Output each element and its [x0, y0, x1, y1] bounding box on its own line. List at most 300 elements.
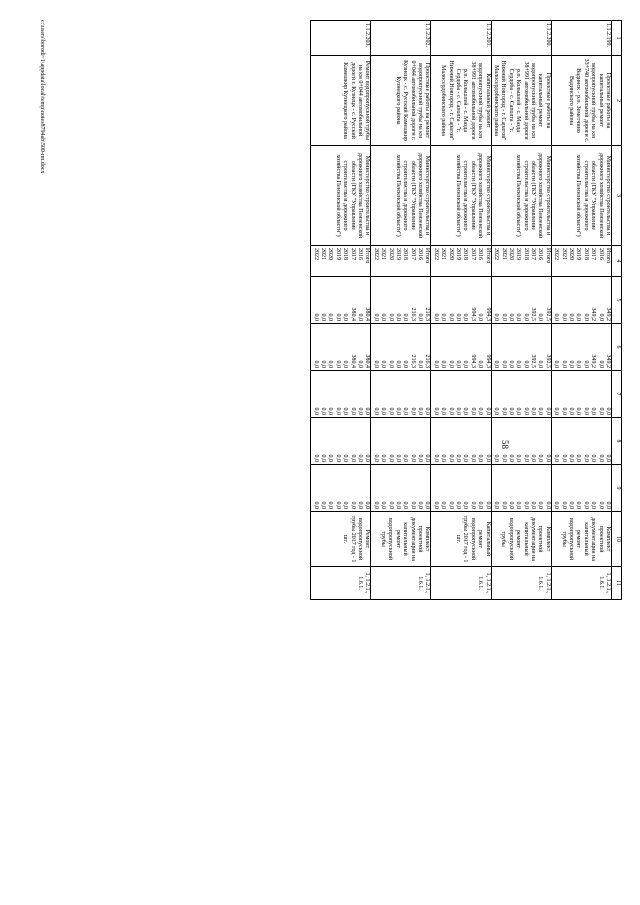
value-cell: 0,0 — [544, 501, 551, 509]
column-8 — [551, 418, 611, 465]
value-cell: 0,0 — [462, 313, 469, 321]
value-cell: 0,0 — [507, 407, 514, 415]
value-cell: 0,0 — [312, 501, 319, 509]
measure-name: Ремонт водопропускной трубы на км 0+044 автомобильной дороги г. Кузнецк - с. Русский Камешкир Кузнецкого района — [311, 56, 371, 146]
value-cell: 2016 — [477, 248, 484, 260]
column-6 — [491, 324, 551, 371]
value-cell: 0,0 — [455, 313, 462, 321]
value-cell: 0,0 — [493, 454, 500, 462]
value-cell: 0,0 — [568, 501, 575, 509]
value-cell: 2016 — [356, 248, 363, 260]
value-cell: 2016 — [417, 248, 424, 260]
value-cell: 0,0 — [349, 501, 356, 509]
value-cell: 2020 — [327, 248, 334, 260]
value-cell: 0,0 — [387, 454, 394, 462]
value-cell: 380,4 — [349, 354, 356, 368]
row-id: 1.1.2.200. — [491, 21, 551, 56]
indicator-ref: 1, 1.2.1., 1.6.1. — [431, 567, 491, 600]
value-cell: 0,0 — [364, 501, 371, 509]
value-cell: 0,0 — [380, 407, 387, 415]
value-cell: 0,0 — [500, 454, 507, 462]
value-cell: 0,0 — [356, 360, 363, 368]
value-cell: 2017 — [349, 248, 356, 260]
value-cell: 0,0 — [530, 501, 537, 509]
value-cell: 349,2 — [605, 307, 611, 321]
value-cell: 0,0 — [312, 360, 319, 368]
column-6 — [551, 324, 611, 371]
value-cell: 0,0 — [394, 360, 401, 368]
value-cell: 0,0 — [342, 454, 349, 462]
row-id: 1.1.2.199. — [551, 21, 611, 56]
value-cell: 0,0 — [447, 501, 454, 509]
value-cell: 0,0 — [334, 313, 341, 321]
value-cell: 0,0 — [560, 501, 567, 509]
value-cell: 392,5 — [544, 354, 551, 368]
value-cell: 0,0 — [605, 407, 611, 415]
value-cell: 0,0 — [500, 360, 507, 368]
value-cell: 0,0 — [380, 360, 387, 368]
column-9 — [431, 465, 491, 512]
header-cell: 4 — [612, 246, 622, 277]
value-cell: 0,0 — [372, 407, 379, 415]
value-cell: 0,0 — [402, 501, 409, 509]
value-cell: 0,0 — [402, 454, 409, 462]
value-cell: 349,2 — [605, 354, 611, 368]
value-cell: 216,3 — [409, 354, 416, 368]
value-cell: 0,0 — [522, 454, 529, 462]
executor: Министерство строительства и дорожного хозяйства Пензенской области (ГКУ "Управление строительства и дорожного хозяйства Пензенской области") — [431, 146, 491, 246]
value-cell: 2021 — [440, 248, 447, 260]
value-cell: 2022 — [493, 248, 500, 260]
expected-result: Комплект проектной документации на капитальный ремонт водопропускной трубы — [551, 512, 611, 567]
value-cell: 0,0 — [409, 501, 416, 509]
value-cell: 349,2 — [590, 354, 597, 368]
value-cell: 0,0 — [394, 454, 401, 462]
header-cell: 11 — [612, 567, 622, 600]
value-cell: 0,0 — [515, 313, 522, 321]
value-cell: 0,0 — [597, 454, 604, 462]
value-cell: 0,0 — [500, 407, 507, 415]
value-cell: 2020 — [447, 248, 454, 260]
value-cell: 0,0 — [484, 501, 491, 509]
value-cell: 2022 — [372, 248, 379, 260]
value-cell: 392,5 — [530, 307, 537, 321]
value-cell: 0,0 — [560, 454, 567, 462]
value-cell: 0,0 — [462, 501, 469, 509]
value-cell: 0,0 — [312, 454, 319, 462]
value-cell: Итого — [544, 248, 551, 264]
value-cell: 0,0 — [447, 313, 454, 321]
value-cell: 0,0 — [515, 407, 522, 415]
value-cell: 0,0 — [537, 360, 544, 368]
total-column — [491, 277, 551, 324]
value-cell: 2022 — [432, 248, 439, 260]
value-cell: 392,5 — [530, 354, 537, 368]
value-cell: 0,0 — [364, 407, 371, 415]
value-cell: 2022 — [553, 248, 560, 260]
value-cell: 0,0 — [455, 360, 462, 368]
value-cell: 2022 — [312, 248, 319, 260]
value-cell: 2020 — [568, 248, 575, 260]
value-cell: 0,0 — [553, 360, 560, 368]
header-cell: 1 — [612, 21, 622, 56]
value-cell: 0,0 — [469, 501, 476, 509]
value-cell: 0,0 — [356, 313, 363, 321]
value-cell: 0,0 — [469, 454, 476, 462]
executor: Министерство строительства и дорожного хозяйства Пензенской области (ГКУ "Управление строительства и дорожного хозяйства Пензенской области") — [311, 146, 371, 246]
header-row — [612, 21, 622, 600]
value-cell: 0,0 — [597, 407, 604, 415]
value-cell: 0,0 — [522, 501, 529, 509]
column-9 — [311, 465, 371, 512]
value-cell: 0,0 — [394, 313, 401, 321]
value-cell: 2016 — [597, 248, 604, 260]
value-cell: 0,0 — [590, 454, 597, 462]
value-cell: 380,4 — [364, 354, 371, 368]
value-cell: 0,0 — [342, 313, 349, 321]
value-cell: 0,0 — [597, 313, 604, 321]
value-cell: 0,0 — [477, 360, 484, 368]
value-cell: 0,0 — [380, 454, 387, 462]
value-cell: 0,0 — [469, 407, 476, 415]
value-cell: 2020 — [387, 248, 394, 260]
value-cell: 0,0 — [356, 454, 363, 462]
value-cell: 0,0 — [537, 454, 544, 462]
value-cell: 0,0 — [530, 407, 537, 415]
value-cell: 0,0 — [575, 501, 582, 509]
value-cell: 0,0 — [380, 313, 387, 321]
value-cell: 0,0 — [320, 454, 327, 462]
value-cell: 0,0 — [417, 454, 424, 462]
measure-name: Проектные работы на капитальный ремонт водопропускной трубы на км 38+991 автомобильной дороги р.п. Кольшлей - с. Мазда Сердоба - с. Саполга - "г. Нижний Новгород - г. Саратов" Малосердобинского района — [491, 56, 551, 146]
expected-result: Капитальный ремонт водопропускной трубы 2017 год - 1 шт. — [431, 512, 491, 567]
column-8 — [311, 418, 371, 465]
column-7 — [551, 371, 611, 418]
value-cell: 0,0 — [553, 454, 560, 462]
page-number: 58 — [500, 440, 510, 449]
value-cell: Итого — [605, 248, 611, 264]
value-cell: 2018 — [342, 248, 349, 260]
value-cell: 0,0 — [455, 501, 462, 509]
value-cell: 0,0 — [440, 360, 447, 368]
value-cell: 0,0 — [440, 454, 447, 462]
table-row — [551, 21, 611, 600]
value-cell: 0,0 — [440, 313, 447, 321]
value-cell: 0,0 — [417, 407, 424, 415]
column-6 — [371, 324, 431, 371]
column-6 — [431, 324, 491, 371]
header-cell: 10 — [612, 512, 622, 567]
table-row — [491, 21, 551, 600]
value-cell: 0,0 — [515, 454, 522, 462]
value-cell: 0,0 — [356, 407, 363, 415]
value-cell: 994,3 — [469, 307, 476, 321]
year-list — [311, 246, 371, 277]
column-7 — [491, 371, 551, 418]
column-7 — [431, 371, 491, 418]
value-cell: 0,0 — [553, 407, 560, 415]
table-row — [431, 21, 491, 600]
value-cell: 2019 — [515, 248, 522, 260]
value-cell: 0,0 — [582, 313, 589, 321]
value-cell: Итого — [484, 248, 491, 264]
value-cell: 0,0 — [417, 501, 424, 509]
value-cell: 0,0 — [553, 501, 560, 509]
column-6 — [311, 324, 371, 371]
header-cell: 2 — [612, 56, 622, 146]
value-cell: 0,0 — [387, 360, 394, 368]
value-cell: 0,0 — [380, 501, 387, 509]
value-cell: 0,0 — [327, 313, 334, 321]
year-list — [431, 246, 491, 277]
value-cell: 0,0 — [327, 501, 334, 509]
value-cell: 0,0 — [334, 360, 341, 368]
value-cell: Итого — [364, 248, 371, 264]
value-cell: 0,0 — [575, 454, 582, 462]
value-cell: 0,0 — [493, 501, 500, 509]
value-cell: 0,0 — [477, 454, 484, 462]
value-cell: 0,0 — [493, 360, 500, 368]
indicator-ref: 1, 1.2.1., 1.6.1. — [551, 567, 611, 600]
value-cell: 0,0 — [522, 360, 529, 368]
column-8 — [491, 418, 551, 465]
value-cell: 2017 — [590, 248, 597, 260]
value-cell: 0,0 — [560, 313, 567, 321]
value-cell: 0,0 — [455, 407, 462, 415]
value-cell: 0,0 — [507, 501, 514, 509]
column-9 — [491, 465, 551, 512]
value-cell: 2018 — [402, 248, 409, 260]
value-cell: 0,0 — [432, 454, 439, 462]
indicator-ref: 1, 1.2.1., 1.6.1. — [371, 567, 431, 600]
value-cell: 0,0 — [605, 501, 611, 509]
column-8 — [371, 418, 431, 465]
header-cell: 8 — [612, 418, 622, 465]
row-id: 1.1.2.202. — [371, 21, 431, 56]
value-cell: 0,0 — [590, 407, 597, 415]
value-cell: 0,0 — [417, 313, 424, 321]
program-table — [310, 20, 622, 600]
total-column — [551, 277, 611, 324]
value-cell: 2019 — [455, 248, 462, 260]
value-cell: 0,0 — [568, 454, 575, 462]
value-cell: 216,3 — [424, 307, 431, 321]
value-cell: 0,0 — [493, 407, 500, 415]
value-cell: 0,0 — [537, 313, 544, 321]
value-cell: 0,0 — [537, 501, 544, 509]
value-cell: 0,0 — [372, 454, 379, 462]
value-cell: 0,0 — [605, 454, 611, 462]
value-cell: 0,0 — [356, 501, 363, 509]
value-cell: 0,0 — [424, 407, 431, 415]
value-cell: 0,0 — [372, 501, 379, 509]
value-cell: 0,0 — [327, 454, 334, 462]
year-list — [371, 246, 431, 277]
value-cell: 0,0 — [364, 454, 371, 462]
value-cell: 2021 — [320, 248, 327, 260]
row-id: 1.1.2.201. — [431, 21, 491, 56]
value-cell: 0,0 — [334, 454, 341, 462]
value-cell: 0,0 — [432, 407, 439, 415]
value-cell: 2019 — [575, 248, 582, 260]
value-cell: 0,0 — [507, 360, 514, 368]
value-cell: 0,0 — [507, 313, 514, 321]
value-cell: 0,0 — [432, 501, 439, 509]
expected-result: Ремонт водопропускной трубы 2017 год - 1 шт. — [311, 512, 371, 567]
indicator-ref: 1, 1.2.1., 1.6.1. — [311, 567, 371, 600]
value-cell: 0,0 — [334, 407, 341, 415]
value-cell: 994,3 — [484, 307, 491, 321]
table-body — [311, 21, 612, 600]
value-cell: 0,0 — [349, 454, 356, 462]
value-cell: 0,0 — [447, 360, 454, 368]
value-cell: 392,5 — [544, 307, 551, 321]
value-cell: 0,0 — [320, 360, 327, 368]
value-cell: 2017 — [469, 248, 476, 260]
row-id: 1.1.2.203. — [311, 21, 371, 56]
value-cell: 0,0 — [522, 407, 529, 415]
header-cell: 7 — [612, 371, 622, 418]
header-cell: 3 — [612, 146, 622, 246]
value-cell: 0,0 — [387, 313, 394, 321]
column-9 — [551, 465, 611, 512]
value-cell: 2016 — [537, 248, 544, 260]
value-cell: 0,0 — [462, 360, 469, 368]
value-cell: 0,0 — [349, 407, 356, 415]
table-row — [311, 21, 371, 600]
value-cell: 0,0 — [424, 454, 431, 462]
value-cell: 2019 — [394, 248, 401, 260]
value-cell: 2018 — [522, 248, 529, 260]
value-cell: 0,0 — [462, 407, 469, 415]
value-cell: 0,0 — [575, 360, 582, 368]
total-column — [431, 277, 491, 324]
executor: Министерство строительства и дорожного хозяйства Пензенской области (ГКУ "Управление строительства и дорожного хозяйства Пензенской области") — [371, 146, 431, 246]
value-cell: 0,0 — [447, 454, 454, 462]
value-cell: 216,3 — [409, 307, 416, 321]
value-cell: 0,0 — [409, 454, 416, 462]
column-8 — [431, 418, 491, 465]
value-cell: 0,0 — [409, 407, 416, 415]
value-cell: 0,0 — [447, 407, 454, 415]
value-cell: 0,0 — [568, 407, 575, 415]
value-cell: 2021 — [380, 248, 387, 260]
value-cell: 0,0 — [372, 360, 379, 368]
year-list — [491, 246, 551, 277]
value-cell: 0,0 — [320, 407, 327, 415]
value-cell: 0,0 — [537, 407, 544, 415]
value-cell: 0,0 — [342, 360, 349, 368]
value-cell: 0,0 — [394, 501, 401, 509]
value-cell: 2020 — [507, 248, 514, 260]
indicator-ref: 1, 1.2.1., 1.6.1. — [491, 567, 551, 600]
value-cell: 0,0 — [455, 454, 462, 462]
value-cell: 0,0 — [440, 407, 447, 415]
value-cell: 0,0 — [387, 501, 394, 509]
value-cell: 0,0 — [500, 501, 507, 509]
measure-name: Проектные работы на капитальный ремонт водопропускной трубы на км 33+740 автомобильной дороги с. Вадинск - р.п. Земетчино Вадинского района — [551, 56, 611, 146]
column-9 — [371, 465, 431, 512]
value-cell: 0,0 — [544, 454, 551, 462]
value-cell: 0,0 — [432, 313, 439, 321]
value-cell: 0,0 — [515, 360, 522, 368]
value-cell: 2021 — [560, 248, 567, 260]
header-cell: 9 — [612, 465, 622, 512]
value-cell: 0,0 — [402, 360, 409, 368]
value-cell: 380,4 — [349, 307, 356, 321]
column-7 — [371, 371, 431, 418]
value-cell: 0,0 — [582, 501, 589, 509]
value-cell: 0,0 — [560, 360, 567, 368]
value-cell: 0,0 — [575, 407, 582, 415]
value-cell: 2017 — [409, 248, 416, 260]
value-cell: 0,0 — [568, 313, 575, 321]
value-cell: 0,0 — [582, 360, 589, 368]
value-cell: 0,0 — [477, 501, 484, 509]
value-cell: 0,0 — [575, 313, 582, 321]
value-cell: 0,0 — [590, 501, 597, 509]
value-cell: 0,0 — [597, 501, 604, 509]
value-cell: 0,0 — [387, 407, 394, 415]
value-cell: 0,0 — [553, 313, 560, 321]
value-cell: 994,3 — [484, 354, 491, 368]
total-column — [371, 277, 431, 324]
measure-name: Капитальный ремонт водопропускной трубы на км 38+991 автомобильной дороги р.п. Кольшлей - с. Мазда Сердоба - с. Саполга - "г. Нижний Новгород - г. Саратов" Малосердобинского района — [431, 56, 491, 146]
value-cell: 994,3 — [469, 354, 476, 368]
value-cell: 0,0 — [342, 501, 349, 509]
value-cell: 0,0 — [327, 360, 334, 368]
value-cell: 0,0 — [320, 313, 327, 321]
value-cell: 0,0 — [417, 360, 424, 368]
value-cell: 0,0 — [462, 454, 469, 462]
executor: Министерство строительства и дорожного хозяйства Пензенской области (ГКУ "Управление строительства и дорожного хозяйства Пензенской области") — [551, 146, 611, 246]
value-cell: 2019 — [334, 248, 341, 260]
value-cell: 0,0 — [507, 454, 514, 462]
value-cell: 0,0 — [500, 313, 507, 321]
value-cell: 0,0 — [424, 501, 431, 509]
year-list — [551, 246, 611, 277]
value-cell: 0,0 — [582, 454, 589, 462]
value-cell: 0,0 — [320, 501, 327, 509]
value-cell: 0,0 — [440, 501, 447, 509]
value-cell: 0,0 — [334, 501, 341, 509]
value-cell: 0,0 — [327, 407, 334, 415]
value-cell: Итого — [424, 248, 431, 264]
value-cell: 2017 — [530, 248, 537, 260]
expected-result: Комплект проектной документации на капитальный ремонт водопропускной трубы — [371, 512, 431, 567]
total-column — [311, 277, 371, 324]
measure-name: Проектные работы на ремонт водопропускной трубы на км 0+044 автомобильной дороги г. Кузнецк - с. Русский Камешкир Кузнецкого района — [371, 56, 431, 146]
value-cell: 216,3 — [424, 354, 431, 368]
value-cell: 0,0 — [312, 407, 319, 415]
value-cell: 0,0 — [372, 313, 379, 321]
value-cell: 0,0 — [597, 360, 604, 368]
value-cell: 0,0 — [582, 407, 589, 415]
value-cell: 0,0 — [342, 407, 349, 415]
footer-path: c:\users\borodi~1\appdata\local\temp\notes8794ab\500-пп.docx — [39, 20, 45, 174]
value-cell: 0,0 — [522, 313, 529, 321]
value-cell: 2021 — [500, 248, 507, 260]
value-cell: 0,0 — [493, 313, 500, 321]
value-cell: 0,0 — [484, 454, 491, 462]
value-cell: 2018 — [582, 248, 589, 260]
value-cell: 0,0 — [312, 313, 319, 321]
value-cell: 0,0 — [544, 407, 551, 415]
value-cell: 2018 — [462, 248, 469, 260]
value-cell: 349,2 — [590, 307, 597, 321]
table-row — [371, 21, 431, 600]
value-cell: 0,0 — [402, 313, 409, 321]
